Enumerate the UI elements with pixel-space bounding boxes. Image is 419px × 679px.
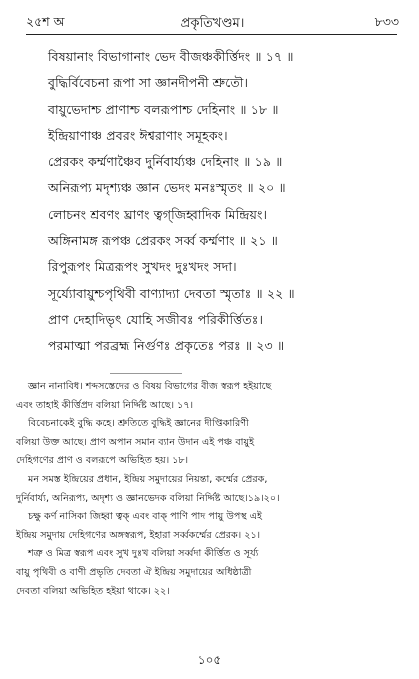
verse-line: বিষয়ানাং বিভাগানাং ভেদ বীজঞ্চকীর্ত্তিদং ॥ ১৭ ॥ — [48, 49, 294, 64]
commentary-line: মন সমস্ত ইন্দ্রিয়ের প্রধান, ইন্দ্রিয় সমুদায়ের নিয়ন্তা, কর্ম্মের প্রেরক, — [28, 473, 268, 485]
verse-line: পরমাত্মা পরব্রহ্ম নির্গুণঃ প্রকৃতেঃ পরঃ ॥ ২৩ ॥ — [48, 338, 285, 354]
verse-line: সূর্য্যোবায়ুশ্চপৃথিবী বাণ্যাদ্যা দেবতা স্মৃতাঃ ॥ ২২ ॥ — [48, 285, 295, 301]
verse-line: লোচনং শ্রবণং ঘ্রাণং ত্বগ্‌জিহ্বাদিক মিন্দ্রিয়ং। — [48, 206, 268, 222]
page-counter: ৮৩৩ — [374, 14, 399, 29]
chapter-label: ২৫শ অ — [26, 14, 65, 29]
verse-line: ইন্দ্রিয়াণাঞ্চ প্রবরং ঈশ্বরাণাং সমূহকং। — [48, 127, 228, 143]
commentary-line: দুর্নিবার্য্য, অনিরূপ্য, অদৃশ্য ও জ্ঞানভেদক বলিয়া নির্দ্দিষ্ট আছে।১৯।২০। — [16, 492, 280, 504]
verse-line: প্রেরকং কর্ম্মণাঞ্চৈব দুর্নিবার্য্যঞ্চ দেহিনাং ॥ ১৯ ॥ — [48, 154, 283, 170]
commentary-line: বায়ু পৃথিবী ও বাণী প্রভৃতি দেবতা ঐ ইন্দ্রিয় সমুদায়ের অধিষ্ঠাত্রী — [16, 566, 252, 578]
page-number: ১০৫ — [197, 653, 222, 667]
commentary-line: জ্ঞান নানাবিধ। শব্দসস্তেদের ও বিষয় বিভাগের বীজ স্বরূপ হইয়াছে — [28, 381, 272, 392]
commentary-line: দেবতা বলিয়া অভিহিত হইয়া থাকে। ২২। — [16, 585, 170, 597]
commentary-line: এবং তাহাই কীর্ত্তিপ্রদ বলিয়া নির্দ্দিষ্ট আছে। ১৭। — [16, 399, 194, 411]
verse-line: অঙ্গিনামঙ্গ রূপঞ্চ প্রেরকং সর্ব্ব কর্ম্মণাং ॥ ২১ ॥ — [48, 233, 278, 249]
commentary-line: শত্রু ও মিত্র স্বরূপ এবং সুখ দুঃখ বলিয়া সর্ব্বদা কীর্ত্তিত ও সূর্য্য — [28, 548, 259, 560]
commentary-line: চক্ষু কর্ণ নাসিকা জিহ্বা ত্বক্ এবং বাক্ পাণি পাদ পায়ু উপস্থ এই — [28, 511, 263, 523]
bengali-commentary — [16, 378, 405, 601]
verse-line: বুদ্ধির্বিবেচনা রূপা সা জ্ঞানদীপনী শ্রুতৌ। — [48, 75, 249, 91]
verse-line: অনিরূপ্য মদৃশ্যঞ্চ জ্ঞান ভেদং মনঃস্মৃতং ॥ ২০ ॥ — [48, 180, 286, 196]
verse-line: বায়ুভেদাশ্চ প্রাণাশ্চ বলরূপাশ্চ দেহিনাং ॥ ১৮ ॥ — [48, 101, 279, 117]
commentary-line: ইন্দ্রিয় সমুদায় দেহিগণের অঙ্গস্বরূপ, ইহারা সর্ব্বকর্ম্মের প্রেরক। ২১। — [16, 529, 261, 541]
commentary-line: বলিয়া উক্ত আছে। প্রাণ অপান সমান ব্যান উদান এই পঞ্চ বায়ুই — [16, 436, 255, 448]
header-rule — [26, 34, 397, 35]
section-divider — [110, 373, 182, 374]
verse-line: প্রাণ দেহাদিভৃৎ যোহি সজীবঃ পরিকীর্ত্তিতঃ। — [48, 311, 264, 327]
page-header — [26, 14, 399, 36]
book-section-title: প্রকৃতিখণ্ডম। — [180, 16, 245, 31]
commentary-line: দেহিগণের প্রাণ ও বলরূপে অভিহিত হয়। ১৮। — [16, 455, 189, 467]
sanskrit-verses — [48, 44, 401, 360]
commentary-line: বিবেচনাকেই বুদ্ধি কহে। শ্রুতিতে বুদ্ধিই জ্ঞানের দীপ্তিকারিণী — [28, 418, 249, 430]
verse-line: রিপুরূপং মিত্ররূপং সুখদং দুঃখদং সদা। — [48, 259, 237, 275]
